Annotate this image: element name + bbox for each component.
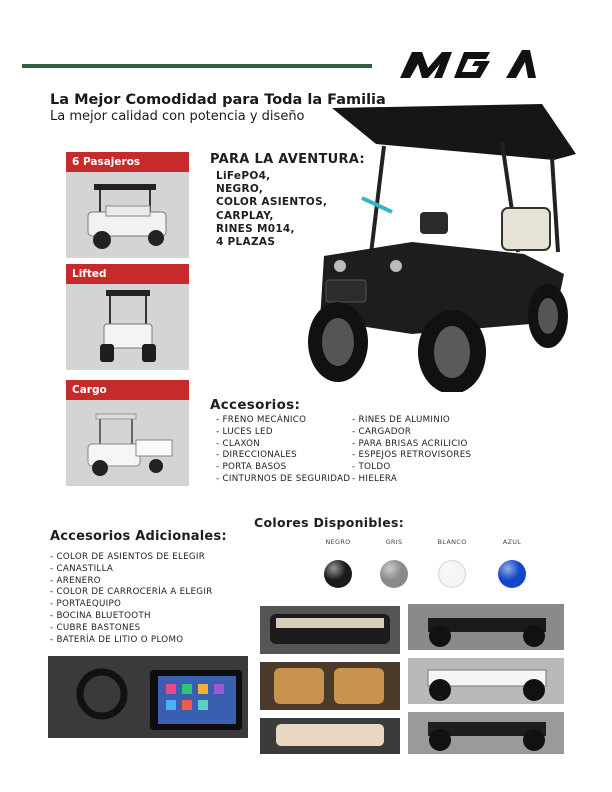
adventure-feature: LiFePO4, [216,170,271,182]
variant-photo-6-pasajeros [66,172,189,258]
additional-item: - BOCINA BLUETOOTH [50,611,213,623]
interior-dashboard-photo [48,656,248,738]
additional-item: - PORTAEQUIPO [50,599,213,611]
adventure-title: PARA LA AVENTURA: [210,152,365,167]
accessories-list-left [216,415,350,486]
accessory-item: - ESPEJOS RETROVISORES [352,450,471,462]
accessories-title: Accesorios: [210,397,301,413]
side-view-photo-2 [408,658,564,704]
adventure-feature: 4 PLAZAS [216,236,276,249]
accessory-item: - CINTURNOS DE SEGURIDAD [216,474,350,486]
color-swatch [380,560,408,588]
side-view-photo-3 [408,712,564,754]
color-swatch [438,560,466,588]
adventure-feature: NEGRO, [216,183,264,196]
colors-title: Colores Disponibles: [254,515,405,530]
additional-item: - COLOR DE CARROCERÍA A ELEGIR [50,587,213,599]
color-label: NEGRO [325,538,351,546]
color-label: GRIS [385,538,403,546]
page-subtitle: La mejor calidad con potencia y diseño [50,109,305,124]
accessory-item: - HIELERA [352,474,471,486]
accessories-list-right [352,415,471,486]
side-view-photo-1 [408,604,564,650]
color-option-blanco [422,538,482,588]
accessory-item: - CARGADOR [352,427,471,439]
accessory-item: - FRENO MECÁNICO [216,415,350,427]
color-option-gris [364,538,424,588]
color-swatch [498,560,526,588]
adventure-feature-list [216,170,327,249]
variant-label-6-pasajeros: 6 Pasajeros [66,152,189,172]
color-label: AZUL [502,538,522,546]
color-option-azul [482,538,542,588]
accessory-item: - PORTA BASOS [216,462,350,474]
additional-item: - COLOR DE ASIENTOS DE ELEGIR [50,552,213,564]
seat-detail-photo-2 [260,662,400,710]
accessory-item: - CLAXON [216,439,350,451]
additional-accessories-title: Accesorios Adicionales: [50,529,227,544]
color-option-negro [308,538,368,588]
accessory-item: - LUCES LED [216,427,350,439]
accessory-item: - TOLDO [352,462,471,474]
accessory-item: - PARA BRISAS ACRILICIO [352,439,471,451]
adventure-feature: COLOR ASIENTOS, [216,196,328,209]
accessory-item: - RINES DE ALUMINIO [352,415,471,427]
seat-detail-photo-3 [260,718,400,754]
page-title: La Mejor Comodidad para Toda la Familia [50,92,386,108]
color-swatch [324,560,352,588]
variant-photo-cargo [66,400,189,486]
additional-item: - BATERÍA DE LITIO O PLOMO [50,635,213,647]
brand-logo [398,44,548,92]
additional-item: - CANASTILLA [50,564,213,576]
accessory-item: - DIRECCIONALES [216,450,350,462]
additional-item: - ARENERO [50,576,213,588]
color-label: BLANCO [437,538,467,546]
variant-label-cargo: Cargo [66,380,189,400]
seat-detail-photo-1 [260,606,400,654]
adventure-feature: CARPLAY, [216,209,274,222]
adventure-feature: RINES M014, [216,222,295,235]
additional-accessories-list [50,552,213,646]
variant-photo-lifted [66,284,189,370]
variant-label-lifted: Lifted [66,264,189,284]
header-rule [22,64,372,68]
hero-cart-image [292,102,582,392]
additional-item: - CUBRE BASTONES [50,623,213,635]
